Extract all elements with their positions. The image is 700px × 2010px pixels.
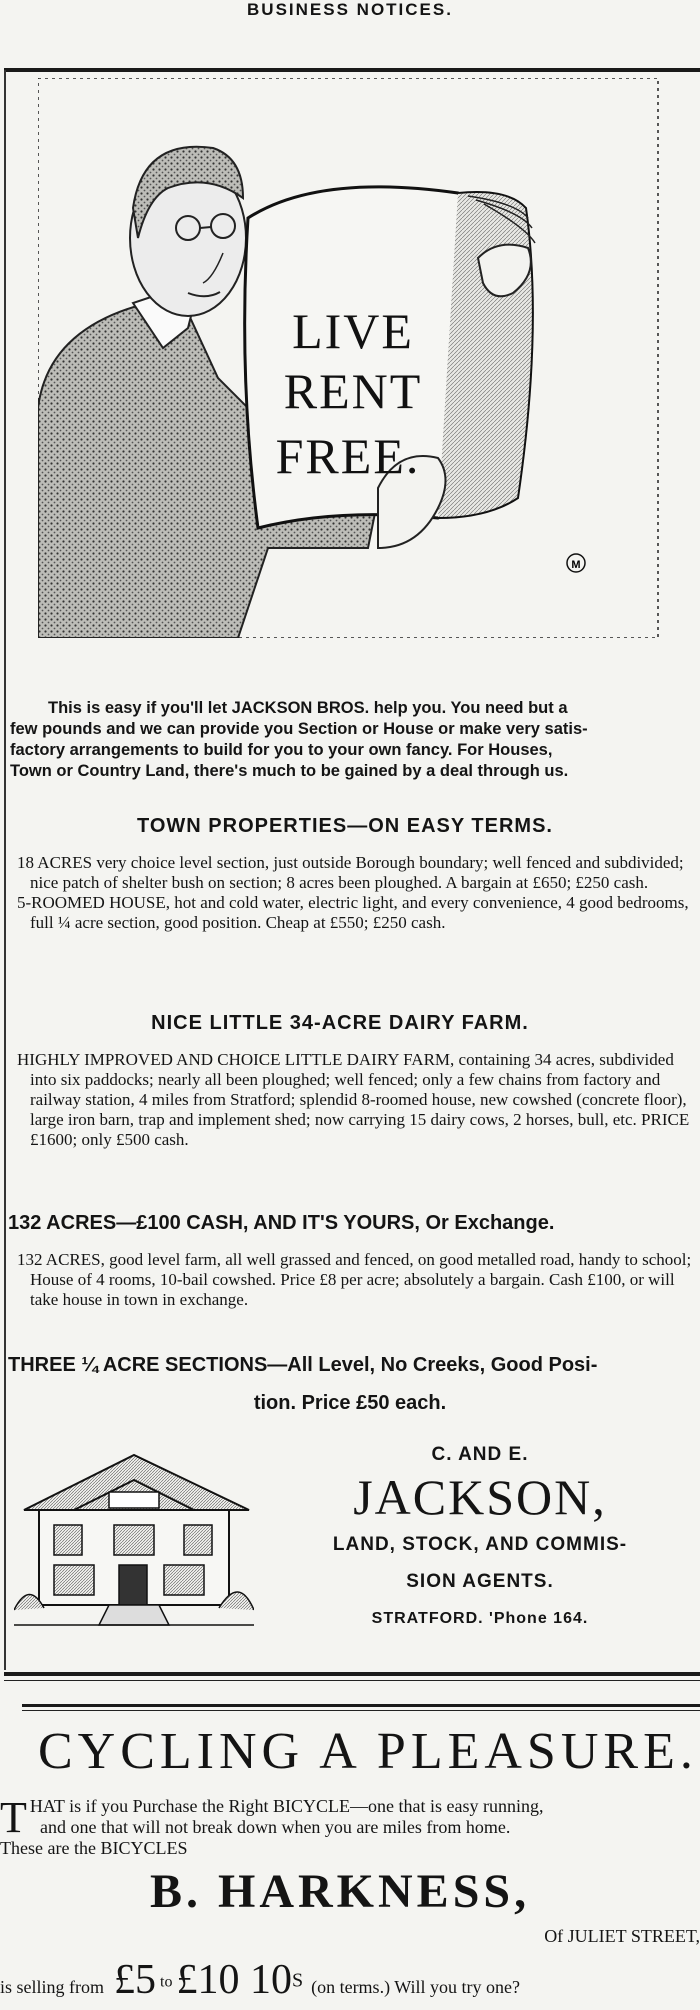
price-low: £5: [114, 1957, 156, 2003]
intro-line-4: Town or Country Land, there's much to be gained by a deal through us.: [10, 762, 569, 780]
running-head: BUSINESS NOTICES.: [247, 0, 453, 19]
town-listings: [8, 853, 698, 933]
advert-bottom-rule: [4, 1672, 700, 1676]
acres132-heading: 132 ACRES—£100 CASH, AND IT'S YOURS, Or Exchange.: [8, 1212, 555, 1234]
town-item-5-roomed-house: 5-ROOMED HOUSE, hot and cold water, electric light, and every convenience, 4 good bedrooms, full ¼ acre section, good position. Cheap at £550; £250 cash.: [17, 893, 689, 932]
cycling-top-thin-rule: [22, 1710, 700, 1711]
agent-line-2: SION AGENTS.: [406, 1571, 554, 1592]
trademark-letter: M: [571, 559, 581, 571]
advert-top-rule: [4, 68, 700, 72]
cycling-title: CYCLING A PLEASURE.: [38, 1723, 698, 1780]
cycling-body-line-1: HAT is if you Purchase the Right BICYCLE—one that is easy running,: [29, 1796, 544, 1816]
selling-prefix: is selling from: [0, 1977, 104, 1997]
selling-line: [0, 1956, 700, 2004]
cycling-dropcap: T: [0, 1793, 27, 1842]
town-item-18-acres: 18 ACRES very choice level section, just outside Borough boundary; well fenced and subdivided; nice patch of shelter bush on section; 8 acres been ploughed. A bargain at £650; £250 cash.: [17, 853, 684, 892]
dairy-listings: [8, 1050, 698, 1150]
sections-heading-line-1: THREE ¼ ACRE SECTIONS—All Level, No Creeks, Good Posi-: [8, 1354, 598, 1376]
dairy-heading: NICE LITTLE 34-ACRE DAIRY FARM.: [151, 1012, 529, 1034]
cycling-body-line-2: and one that will not break down when you are miles from home.: [40, 1817, 511, 1837]
agent-address: STRATFORD. 'Phone 164.: [371, 1610, 589, 1627]
dairy-item: HIGHLY IMPROVED AND CHOICE LITTLE DAIRY FARM, containing 34 acres, subdivided into six paddocks; nearly all been ploughed; well fenced; only a few chains from factory and railway station, 4 miles from Stratford; splendid 8-roomed house, new cowshed (concrete floor), large iron barn, trap and implement shed; now carrying 15 dairy cows, 2 horses, bull, etc. PRICE £1600; only £500 cash.: [17, 1050, 690, 1149]
cycling-top-rule: [22, 1704, 700, 1707]
book-text-rent: RENT: [283, 363, 423, 419]
sections-heading-line-2: tion. Price £50 each.: [253, 1392, 447, 1414]
cycling-body: [0, 1793, 700, 1859]
agent-line-1: LAND, STOCK, AND COMMIS-: [332, 1534, 628, 1555]
intro-line-3: factory arrangements to build for you to your own fancy. For Houses,: [10, 741, 553, 759]
advert-bottom-thin-rule: [4, 1680, 700, 1681]
intro-line-2: few pounds and we can provide you Section or House or make very satis-: [10, 720, 588, 738]
book-text-free: FREE.: [275, 428, 421, 484]
acres132-item: 132 ACRES, good level farm, all well grassed and fenced, on good metalled road, handy to school; House of 4 rooms, 10-bail cowshed. Price £8 per acre; absolutely a bargain. Cash £100, or will take house in town in exchange.: [17, 1250, 692, 1309]
town-heading: TOWN PROPERTIES—ON EASY TERMS.: [137, 815, 553, 837]
maker-name: B. HARKNESS,: [150, 1865, 531, 1918]
agent-name: JACKSON,: [353, 1469, 607, 1525]
intro-paragraph: [10, 698, 698, 782]
price-to: to: [160, 1973, 173, 1991]
book-text-live: LIVE: [292, 303, 414, 359]
acres132-listings: [8, 1250, 698, 1310]
cycling-body-line-3: These are the BICYCLES: [0, 1838, 188, 1858]
price-high: £10 10: [176, 1957, 292, 2003]
selling-suffix: (on terms.) Will you try one?: [311, 1977, 520, 1997]
maker-street: Of JULIET STREET,: [544, 1926, 700, 1946]
house-illustration: [14, 1440, 254, 1630]
intro-line-1: This is easy if you'll let JACKSON BROS. help you. You need but a: [48, 699, 568, 717]
advert-left-border: [4, 70, 6, 1670]
price-shillings: S: [291, 1969, 304, 1992]
agent-initials: C. AND E.: [431, 1444, 529, 1465]
illustration-man-with-book: [38, 78, 698, 638]
